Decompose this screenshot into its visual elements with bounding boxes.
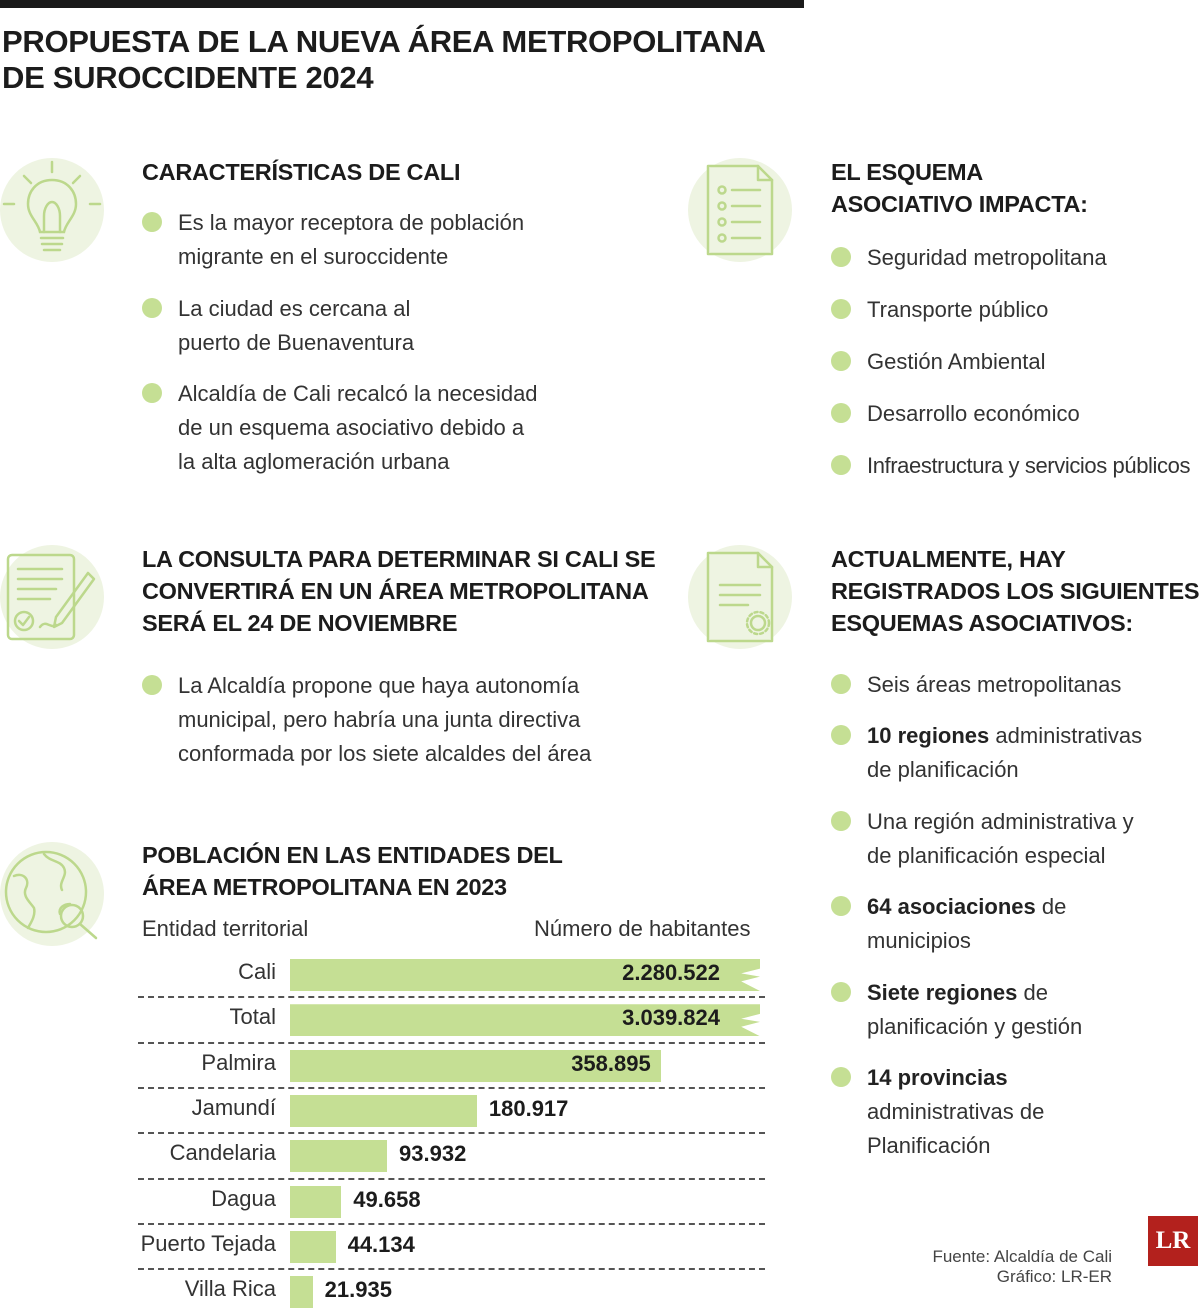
category-label: Jamundí	[191, 1094, 276, 1120]
bullet-dot	[831, 811, 851, 831]
signed-contract-icon	[0, 545, 104, 649]
category-label: Total	[229, 1004, 276, 1030]
row-divider	[138, 1132, 765, 1134]
list-item: La ciudad es cercana al puerto de Buenaventura	[142, 292, 562, 360]
list-item: 64 asociaciones de municipios	[831, 890, 1200, 958]
impacta-heading: EL ESQUEMA ASOCIATIVO IMPACTA:	[831, 159, 1088, 217]
bullet-dot	[831, 725, 851, 745]
bar	[290, 1276, 313, 1308]
bullet-dot	[831, 674, 851, 694]
value-label: 93.932	[399, 1141, 467, 1167]
row-divider	[138, 1178, 765, 1180]
list-item: Alcaldía de Cali recalcó la necesidad de un esquema asociativo debido a la alta aglomeración urbana	[142, 377, 562, 479]
bullet-dot	[831, 299, 851, 319]
list-item: Desarrollo económico	[831, 397, 1200, 431]
bullet-dot	[142, 383, 162, 403]
bullet-dot	[831, 351, 851, 371]
list-item: Transporte público	[831, 293, 1200, 327]
list-item: Una región administrativa y de planificación especial	[831, 805, 1200, 873]
consulta-heading: LA CONSULTA PARA DETERMINAR SI CALI SE CONVERTIRÁ EN UN ÁREA METROPOLITANA SERÁ EL 24 DE NOVIEMBRE	[142, 546, 656, 636]
page-title: PROPUESTA DE LA NUEVA ÁREA METROPOLITANA DE SUROCCIDENTE 2024	[2, 24, 766, 95]
row-divider	[138, 996, 765, 998]
bullet-dot	[142, 212, 162, 232]
list-item: Infraestructura y servicios públicos	[831, 449, 1200, 483]
value-label: 44.134	[347, 1231, 415, 1257]
value-label: 358.895	[571, 1050, 651, 1076]
lightbulb-icon	[0, 158, 104, 262]
row-divider	[138, 1223, 765, 1225]
category-label: Villa Rica	[184, 1276, 276, 1302]
category-label: Puerto Tejada	[140, 1230, 276, 1256]
list-item: Siete regiones de planificación y gestión	[831, 976, 1200, 1044]
lr-logo: LR	[1148, 1216, 1198, 1266]
source-note: Fuente: Alcaldía de Cali Gráfico: LR-ER	[932, 1247, 1112, 1286]
bar	[290, 1095, 477, 1127]
bar	[290, 1140, 387, 1172]
bar	[290, 1231, 336, 1263]
list-item: 14 provincias administrativas de Planificación	[831, 1061, 1200, 1163]
value-label: 49.658	[353, 1186, 421, 1212]
caracteristicas-heading: CARACTERÍSTICAS DE CALI	[142, 159, 461, 185]
value-label: 2.280.522	[622, 960, 720, 985]
x-axis-label: Entidad territorial	[142, 916, 309, 941]
category-label: Cali	[238, 959, 276, 984]
category-label: Palmira	[201, 1049, 276, 1075]
bullet-dot	[831, 896, 851, 916]
bullet-dot	[831, 982, 851, 1002]
category-label: Candelaria	[169, 1140, 276, 1166]
row-divider	[138, 1042, 765, 1044]
row-divider	[138, 1268, 765, 1270]
list-item: Seis áreas metropolitanas	[831, 668, 1200, 702]
value-label: 3.039.824	[622, 1005, 720, 1031]
list-item: Seguridad metropolitana	[831, 241, 1200, 275]
list-item: Es la mayor receptora de población migrante en el suroccidente	[142, 206, 562, 274]
bullet-dot	[142, 675, 162, 695]
category-label: Dagua	[211, 1185, 276, 1211]
value-label: 21.935	[324, 1277, 392, 1303]
esquemas-heading: ACTUALMENTE, HAY REGISTRADOS LOS SIGUIENTES ESQUEMAS ASOCIATIVOS:	[831, 546, 1200, 636]
bullet-dot	[831, 247, 851, 267]
checklist-document-icon	[688, 158, 792, 262]
certificate-document-icon	[688, 545, 792, 649]
chart-title: POBLACIÓN EN LAS ENTIDADES DEL ÁREA METROPOLITANA EN 2023	[142, 842, 563, 900]
list-item: La Alcaldía propone que haya autonomía municipal, pero habría una junta directiva conformada por los siete alcaldes del área	[142, 669, 602, 771]
row-divider	[138, 1087, 765, 1089]
list-item: Gestión Ambiental	[831, 345, 1200, 379]
bullet-dot	[831, 455, 851, 475]
list-item: 10 regiones administrativas de planificación	[831, 719, 1200, 787]
globe-search-icon	[0, 842, 104, 946]
y-axis-label: Número de habitantes	[534, 916, 751, 941]
value-label: 180.917	[488, 1095, 569, 1121]
bullet-dot	[142, 298, 162, 318]
bar	[290, 1186, 341, 1218]
bullet-dot	[831, 403, 851, 423]
bullet-dot	[831, 1067, 851, 1087]
top-rule	[0, 0, 804, 8]
